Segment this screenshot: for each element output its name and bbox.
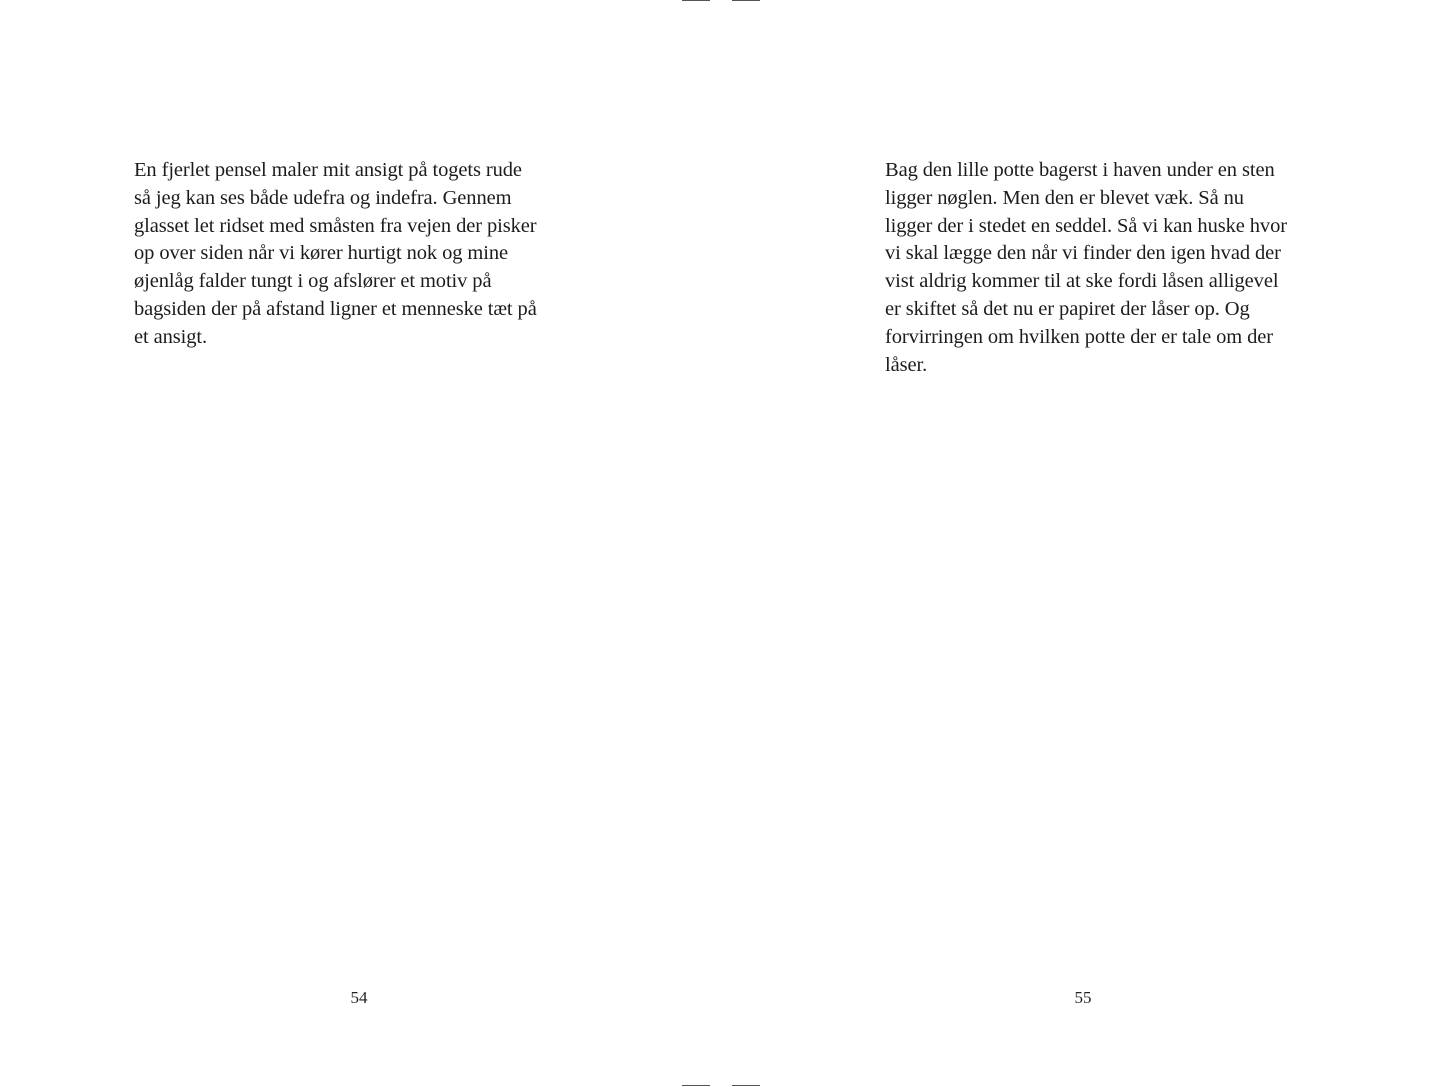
- left-page-number: 54: [350, 988, 368, 1007]
- crop-mark-bottom-right: [732, 1085, 760, 1086]
- left-page: [0, 0, 722, 1087]
- right-page-paragraph: Bag den lille potte bagerst i haven under en sten ligger nøglen. Men den er blevet væk. Så nu ligger der i stedet en seddel. Så vi kan huske hvor vi skal lægge den når vi finder den igen hvad der vist aldrig kommer til at ske fordi låsen alligevel er skiftet så det nu er papiret der låser op. Og forvirringen om hvilken potte der er tale om der låser.: [885, 159, 1287, 376]
- right-page: [722, 0, 1445, 1087]
- right-page-number: 55: [1074, 988, 1092, 1007]
- left-page-paragraph: En fjerlet pensel maler mit ansigt på togets rude så jeg kan ses både udefra og indefra. Gennem glasset let ridset med småsten fra vejen der pisker op over siden når vi kører hurtigt nok og mine øjenlåg falder tungt i og afslører et motiv på bagsiden der på afstand ligner et menneske tæt på et ansigt.: [134, 159, 537, 348]
- crop-mark-bottom-left: [682, 1085, 710, 1086]
